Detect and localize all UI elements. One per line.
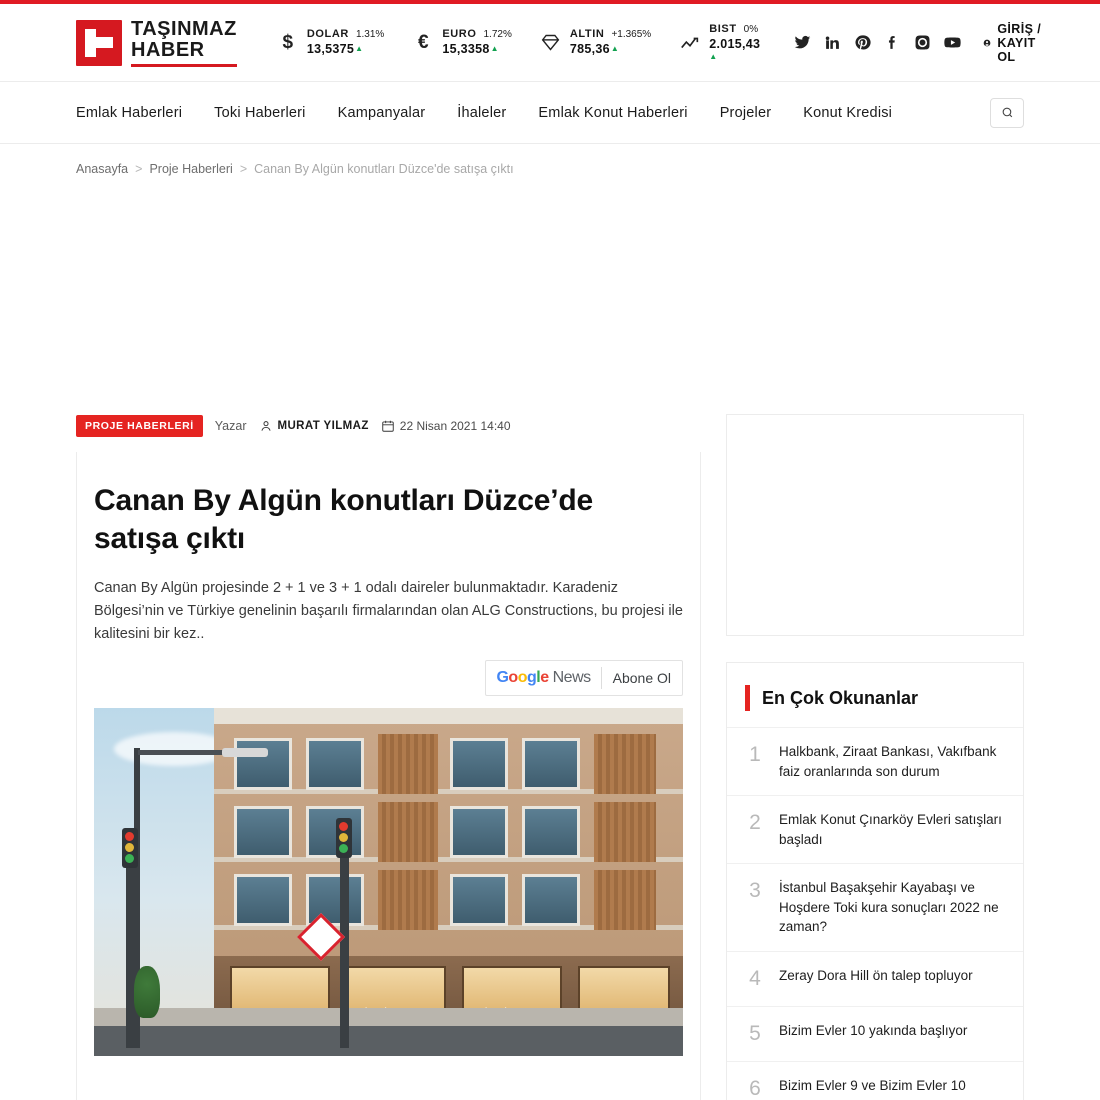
account-login-link[interactable] (983, 22, 1045, 64)
rank-number: 6 (749, 1077, 761, 1100)
list-item-title: Emlak Konut Çınarköy Evleri satışları başladı (779, 812, 1002, 847)
list-item-title: Zeray Dora Hill ön talep topluyor (779, 967, 973, 983)
author-label: Yazar (214, 419, 247, 433)
site-logo[interactable] (76, 19, 237, 67)
window (450, 806, 508, 858)
pinterest-icon[interactable] (854, 34, 871, 51)
search-button[interactable] (990, 98, 1024, 128)
author-block (259, 419, 369, 433)
window (306, 738, 364, 790)
user-icon (259, 419, 273, 433)
ticker-value: 13,5375 (306, 41, 355, 56)
author-name[interactable]: MURAT YILMAZ (277, 420, 369, 432)
street-light-arm (138, 750, 228, 755)
building-roof-band (214, 708, 683, 724)
ticker-name: EURO (442, 27, 477, 40)
logo-line-2: HABER (131, 38, 205, 61)
nav-item-emlak-haberleri[interactable]: Emlak Haberleri (76, 104, 183, 121)
window (234, 806, 292, 858)
logo-underline (131, 64, 237, 67)
main-content (0, 414, 1100, 1100)
logo-mark-icon (76, 20, 122, 66)
article-hero-image (94, 708, 683, 1056)
list-item[interactable] (727, 863, 1023, 951)
nav-item-toki-haberleri[interactable]: Toki Haberleri (214, 104, 306, 121)
wood-panel (378, 802, 438, 862)
ticker-change: 1.72% (483, 28, 512, 40)
google-news-word: News (552, 669, 591, 687)
google-news-button[interactable] (485, 660, 683, 696)
window (450, 738, 508, 790)
sidebar (726, 414, 1024, 1100)
breadcrumb-section[interactable]: Proje Haberleri (149, 162, 233, 176)
facebook-icon[interactable] (884, 34, 901, 51)
ticker-name: DOLAR (306, 27, 349, 40)
ticker-dolar[interactable] (277, 28, 384, 57)
ticker-name: BIST (709, 22, 737, 35)
most-read-header (727, 663, 1023, 727)
window (234, 738, 292, 790)
list-item[interactable] (727, 727, 1023, 795)
ticker-value: 2.015,43 (709, 36, 761, 51)
up-arrow-icon: ▲ (709, 52, 718, 62)
wood-panel (378, 870, 438, 930)
user-circle-icon (983, 34, 991, 52)
list-item-title: Halkbank, Ziraat Bankası, Vakıfbank faiz oranlarında son durum (779, 744, 997, 779)
ticker-euro[interactable] (412, 28, 512, 57)
dollar-icon: $ (282, 31, 294, 53)
breadcrumb-separator: > (135, 162, 143, 176)
list-item-title: Bizim Evler 9 ve Bizim Evler 10 (779, 1078, 966, 1094)
wood-panel (594, 870, 656, 930)
list-item[interactable] (727, 1006, 1023, 1061)
window (522, 738, 580, 790)
up-arrow-icon: ▲ (610, 43, 620, 53)
window (306, 806, 364, 858)
google-letter-o2: o (517, 669, 527, 687)
up-arrow-icon: ▲ (490, 43, 499, 53)
subscribe-label[interactable]: Abone Ol (612, 670, 671, 687)
google-letter-g2: g (526, 669, 537, 687)
window (234, 874, 292, 926)
main-nav (0, 82, 1100, 144)
inline-ad-slot (94, 1056, 683, 1100)
logo-line-1: TAŞINMAZ (131, 17, 237, 40)
sidebar-ad-slot (726, 414, 1024, 636)
chart-line-icon (679, 30, 701, 56)
search-icon (1001, 106, 1014, 119)
breadcrumb-home[interactable]: Anasayfa (76, 162, 129, 176)
list-item[interactable] (727, 951, 1023, 1006)
youtube-icon[interactable] (944, 34, 961, 51)
article-meta (76, 414, 701, 438)
top-ad-slot (76, 192, 1024, 392)
google-letter-o1: o (508, 669, 518, 687)
list-item[interactable] (727, 795, 1023, 863)
road (94, 1026, 683, 1056)
most-read-title: En Çok Okunanlar (762, 687, 919, 708)
street-light-head (222, 748, 268, 757)
most-read-widget (726, 662, 1024, 1100)
window (522, 874, 580, 926)
site-header (0, 4, 1100, 82)
gold-gem-icon (540, 30, 562, 56)
ticker-change: 0% (743, 23, 759, 35)
publish-date: 22 Nisan 2021 14:40 (399, 419, 511, 433)
nav-item-konut-kredisi[interactable]: Konut Kredisi (803, 104, 893, 121)
wood-panel (594, 802, 656, 862)
list-item[interactable] (727, 1061, 1023, 1100)
article-column (76, 414, 701, 1100)
page-title: Canan By Algün konutları Düzce’de satışa çıktı (94, 484, 594, 556)
google-letter-e: e (540, 669, 549, 687)
category-badge[interactable]: PROJE HABERLERİ (76, 415, 203, 437)
list-item-title: İstanbul Başakşehir Kayabaşı ve Hoşdere Toki kura sonuçları 2022 ne zaman? (779, 880, 999, 935)
linkedin-icon[interactable] (824, 34, 841, 51)
window (522, 806, 580, 858)
google-letter-g: G (496, 669, 509, 687)
ticker-bist[interactable] (679, 23, 760, 62)
up-arrow-icon: ▲ (355, 43, 364, 53)
logo-wordmark (131, 19, 237, 67)
tree (134, 966, 160, 1018)
account-label: GİRİŞ / KAYIT OL (997, 21, 1042, 64)
breadcrumb-current: Canan By Algün konutları Düzce'de satışa çıktı (254, 162, 514, 176)
breadcrumb (0, 144, 1100, 176)
accent-bar (745, 685, 750, 711)
article-body (76, 452, 701, 1100)
breadcrumb-separator: > (239, 162, 248, 176)
calendar-icon (381, 419, 395, 433)
google-news-follow (94, 660, 683, 696)
date-block (381, 419, 511, 433)
euro-icon: € (418, 31, 429, 53)
rank-number: 5 (749, 1022, 761, 1046)
twitter-icon[interactable] (794, 34, 811, 51)
nav-item-kampanyalar[interactable]: Kampanyalar (337, 104, 426, 121)
google-letter-l: l (536, 669, 541, 687)
rank-number: 2 (749, 811, 761, 835)
list-item-title: Bizim Evler 10 yakında başlıyor (779, 1023, 968, 1039)
article-summary: Canan By Algün projesinde 2 + 1 ve 3 + 1 odalı daireler bulunmaktadır. Karadeniz Bölgesi’nin ve Türkiye genelinin başarılı firmalarından olan ALG Constructions, bu projesi ile kalitesini bir kez.. (94, 579, 683, 643)
ticker-name: ALTIN (569, 27, 605, 40)
rank-number: 4 (749, 966, 761, 990)
ticker-change: 1.31% (355, 28, 385, 40)
ticker-altin[interactable] (540, 28, 651, 57)
nav-item-ihaleler[interactable]: İhaleler (457, 104, 507, 121)
rank-number: 1 (749, 743, 761, 766)
nav-item-emlak-konut-haberleri[interactable]: Emlak Konut Haberleri (538, 104, 688, 121)
nav-item-projeler[interactable]: Projeler (719, 104, 772, 121)
rank-number: 3 (749, 879, 761, 903)
wood-panel (378, 734, 438, 794)
social-links (794, 34, 961, 51)
wood-panel (594, 734, 656, 794)
currency-ticker-bar (277, 23, 760, 62)
ticker-value: 15,3358 (442, 41, 490, 56)
ticker-change: +1.365% (611, 28, 652, 40)
window (450, 874, 508, 926)
instagram-icon[interactable] (914, 34, 931, 51)
ticker-value: 785,36 (569, 41, 610, 56)
nav-items (76, 105, 892, 121)
sidewalk (94, 1008, 683, 1026)
google-news-logo (486, 669, 600, 687)
